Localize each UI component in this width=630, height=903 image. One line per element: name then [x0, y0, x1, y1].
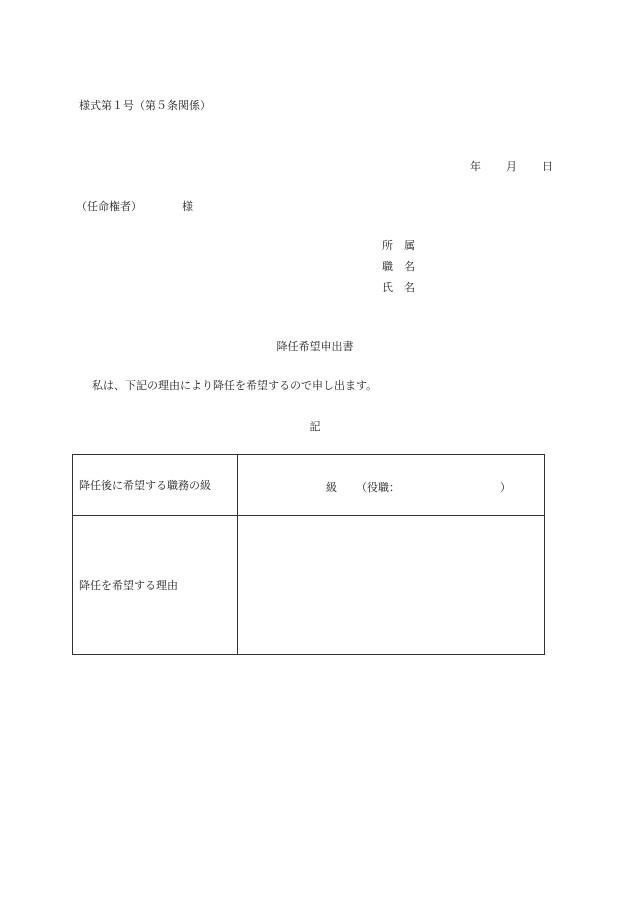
reason-label: 降任を希望する理由	[73, 516, 238, 655]
name-label: 氏 名	[382, 281, 415, 294]
honorific: 様	[182, 200, 193, 213]
grade-role-open: （役職：	[356, 481, 400, 494]
affiliation-label: 所 属	[382, 239, 415, 252]
grade-kyu: 級	[326, 481, 337, 494]
ki-heading: 記	[309, 420, 321, 433]
date-day: 日	[542, 160, 553, 173]
grade-label: 降任後に希望する職務の級	[73, 455, 238, 516]
date-year: 年	[470, 160, 481, 173]
appointing-authority: （任命権者）	[76, 200, 142, 213]
addressee	[76, 198, 193, 214]
position-label: 職 名	[382, 260, 415, 273]
statement: 私は、下記の理由により降任を希望するので申し出ます。	[92, 379, 378, 392]
grade-row	[73, 455, 545, 516]
date-month: 月	[506, 160, 517, 173]
grade-cell[interactable]	[238, 455, 545, 516]
document-title: 降任希望申出書	[276, 340, 354, 353]
request-table	[72, 454, 545, 655]
reason-row	[73, 516, 545, 655]
reason-cell[interactable]	[238, 516, 545, 655]
grade-role-close: ）	[500, 481, 511, 494]
date-line	[470, 158, 553, 174]
form-number: 様式第１号（第５条関係）	[79, 99, 211, 112]
